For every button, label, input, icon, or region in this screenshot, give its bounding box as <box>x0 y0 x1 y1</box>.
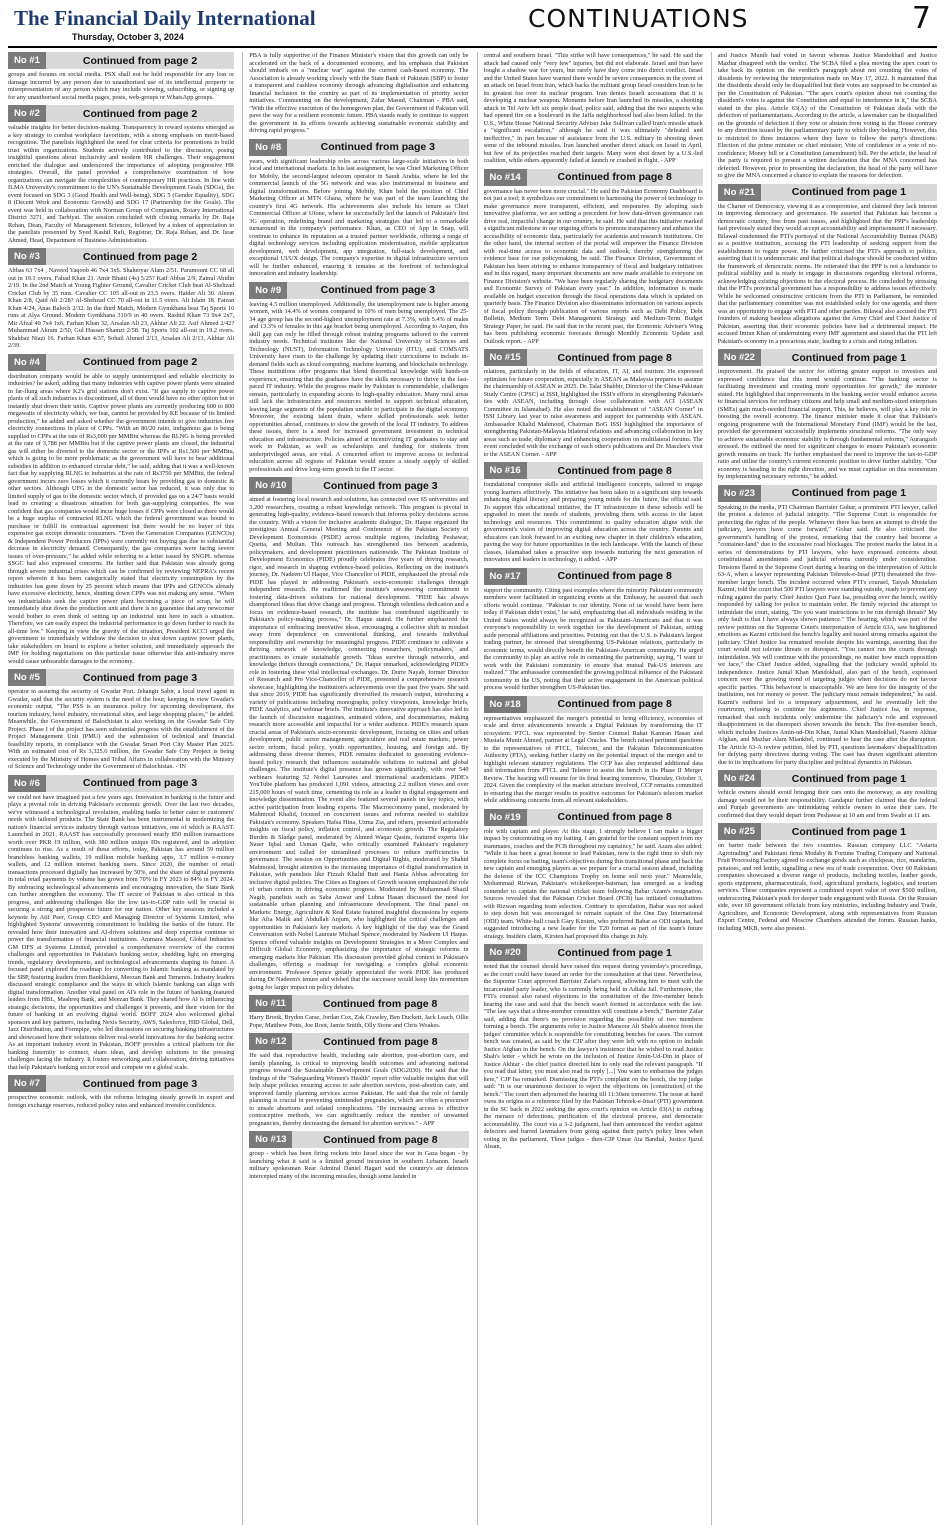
article <box>718 349 937 481</box>
article <box>8 669 234 771</box>
article-number: No #12 <box>249 1033 292 1050</box>
article-number: No #19 <box>484 809 527 826</box>
article-header <box>249 477 468 494</box>
article-body: operator in assuring the security of Gwadar Port. Jehangir Sabir, a local travel agent in Gwadar, said that the security system is the need of the hour, keeping in view Gwadar's economic output. "The PSS is an insurance policy for upcoming development, the tourism industry, hotel industry, recreational sites, and large shopping places," he added. Meanwhile, the Government of Balochistan is also working on the Gwadar Safe City Project. Phase I of the project has seen substantial progress with the establishment of the Project Management Unit (PMU) and the submission of technical and financial feasibility reports, in compliance with the Gwadar Smart Port City Master Plan 2025. With an estimated cost of Rs 3,325.6 million, the Gwadar Safe City Project is being executed by the Ministry of Homes and Tribal Affairs in collaboration with the Ministry of Science and Technology under the Government of Balochistan. - IN <box>8 688 235 770</box>
article <box>8 775 234 1072</box>
article-header <box>8 354 234 371</box>
article-number: No #11 <box>249 995 292 1012</box>
article-title[interactable]: Continued from page 8 <box>557 698 672 710</box>
article-body: central and southern Israel. "This strike will have consequences," he said. He said the attack had caused only "very few" injuries, but did not elaborate. Israel and Iran have fought a shadow war for years, but rarely have they come into direct conflict. Israel and the United States have warned there would be severe consequences in the event of an attack on Israel from Iran, which backs the militant group Israel considers Iran to be its greatest foe over its nuclear program. Iran denies Israeli accusations that it is developing a nuclear weapon. Moments before Iran launched its missiles, a shooting attack in Tel Aviv left six people dead, police said, adding that the two suspects who had opened fire on a boulevard in the Jaffa neighborhood had also been killed. In the U.S., White House National Security Adviser Jake Sullivan called Iran's missile attack a "significant escalation," although he said it was ultimately "defeated and ineffective," in part because of assistance from the U.S. military in shooting down some of the inbound missiles. Iran launched another direct attack on Israel in April, but few of its projectiles reached their targets. Many were shot down by a U.S.-led coalition, while others apparently failed at launch or crashed in flight. - APP <box>483 52 703 164</box>
article <box>484 169 703 346</box>
article-title[interactable]: Continued from page 8 <box>323 1133 438 1146</box>
page-number: 7 <box>911 1 931 36</box>
article-body: role with captain and player. At this stage, I strongly believe I can make a bigger impact by concentrating on my batting. I am grateful for the constant support from my teammates, coaches and the PCB throughout my captaincy," he said. Azam also added: "While it has been a great honour to lead Pakistan, now is the right time to shift my complete focus on batting, team's objectives during this transitional phase and back the new captain and emerging players as we prepare for a crucial season ahead, including the defense of the ICC Champions Trophy on home soil next year." Meanwhile, Mohammad Rizwan, Pakistan's wicketkeeper-batsman, has emerged as a leading contender to captain the national cricket team following Babar Azam's resignation. Sources revealed that the Pakistan Cricket Board (PCB) has initiated consultations with Rizwan regarding team selection. Contrary to speculation, Babar was not asked to step down but was encouraged to remain captain of the One Day International (ODI) team. White-ball coach Gary Kirsten, who preferred Babar as ODI captain, had suggested introducing a new leader for the T20 format as part of the team's future strategy. Insiders claim, Kirsten had proposed this change in July. <box>483 827 703 940</box>
article <box>484 809 703 941</box>
article <box>484 568 703 692</box>
article-header <box>8 105 234 122</box>
article <box>249 282 468 474</box>
article-body: foundational computer skills and artificial intelligence concepts, tailored to engage young learners effectively. The initiative has been taken in a significant step towards enhancing digital literacy and preparing young minds for the future, the official said. To support this educational initiative, the IT infrastructure in these schools will be upgraded to meet the needs of students, providing them with access to the latest technology and resources. This commitment to quality education aligns with the government's vision of improving digital education across the country. Parents and educators can look forward to an exciting new chapter in their children's education, paving the way for future opportunities in the tech landscape. With the launch of these classes, Islamabad takes a proactive step towards nurturing the next generation of innovators and leaders in technology, it added. - APP <box>483 481 703 563</box>
article-body: groups and forums on social media. PSX shall not be held responsible for any loss or damage incurred by any person due to unauthorised use of its intellectual property or misrepresentation of any person which may include viewing, subscribing, or signing up for any unauthorised social media pages, posts, web-groups or WhatsApp groups. <box>8 71 235 101</box>
article-title[interactable]: Continued from page 1 <box>791 772 907 785</box>
article-header <box>249 995 468 1012</box>
article-header <box>718 823 937 840</box>
article-title[interactable]: Continued from page 1 <box>791 186 907 198</box>
article <box>484 462 703 564</box>
article-title[interactable]: Continued from page 8 <box>323 1035 438 1048</box>
article-number: No #8 <box>249 139 287 156</box>
article-body: relations, particularly in the fields of education, IT, AI, and tourism. He expressed optimism for future cooperation, especially in ASEAN as Malaysia prepares to assume the chairmanship of ASEAN in 2025. Dr. Talat Shabbir, Director of the China-Pakistan Study Centre (CPSC) at ISSI, highlighted the ISSI's efforts in strengthening Pakistan's ties with ASEAN, including through close collaboration with ACI (ASEAN Committee in Islamabad). He also noted the establishment of "ASEAN Corner" in ISSI Library last year to raise awareness and support for partnership with ASEAN. Ambassador Khalid Mahmood, Chairman BoG ISSI highlighted the importance of strengthening Pakistan-Malaysia bilateral relations and advancing collaboration in key areas such as trade, diplomacy and enhancing cooperation on multilateral forums. The event concluded with the exchange of each other's publications and Dr. Maszlee's visit to the ASEAN Corner. - APP <box>483 368 703 458</box>
article-header <box>249 282 468 299</box>
article <box>249 139 468 278</box>
article-header <box>249 1131 468 1148</box>
article-body: prospective economic outlook, with the reforms bringing steady growth in export and foreign exchange reserves, reduced policy rates and enhanced investor confidence. <box>8 1094 235 1109</box>
article-header <box>484 568 703 585</box>
article-number: No #13 <box>249 1131 292 1148</box>
article-number: No #25 <box>718 823 761 840</box>
article-body: Harry Brook, Brydon Carse, Jordan Cox, Zak Crawley, Ben Duckett, Jack Leach, Ollie Pope, Matthew Potts, Joe Root, Jamie Smith, Olly Stone and Chris Woakes. <box>249 1014 469 1029</box>
article-header <box>8 1075 234 1092</box>
article <box>484 349 703 458</box>
article-header <box>484 349 703 366</box>
article-title[interactable]: Continued from page 1 <box>791 487 907 499</box>
article-columns <box>8 52 937 1525</box>
article-body: He said that reproductive health, including safe abortion, post-abortion care, and family planning, is critical to improving health outcomes and advancing national progress toward the Sustainable Development Goals (SDG2030). He said that the findings of the "Safeguarding Women's Health" report offer valuable insights that will help shape policies ensuring access to safe abortion services, post-abortion care, and improved family planning services across Pakistan. He said that the role of family planning is crucial in preventing unintended pregnancies, which are often a precursor to unsafe abortions and related complications. "By increasing access to effective contraceptive methods, we can significantly reduce the number of unwanted pregnancies, thereby decreasing the demand for abortion services." - APP <box>249 1052 469 1127</box>
column-2 <box>242 52 468 1525</box>
article-title[interactable]: Continued from page 8 <box>557 351 672 364</box>
article-header <box>8 775 234 792</box>
article-number: No #17 <box>484 568 527 585</box>
article-header <box>718 770 937 787</box>
article-body: vehicle owners should avoid bringing their cars onto the motorway, as any resulting damage would not be their responsibility. Gandapur further claimed that the federal and Punjab governments are intimidating vehicle owners to seize their cars. He confirmed that they would depart from Peshawar at 10 am and from Swabi at 11 am. <box>717 789 937 819</box>
article <box>484 696 703 805</box>
article-title[interactable]: Continued from page 3 <box>320 284 435 296</box>
article-title[interactable]: Continued from page 2 <box>82 356 198 368</box>
article <box>718 485 937 767</box>
publication-date: Thursday, October 3, 2024 <box>72 32 184 42</box>
article-number: No #9 <box>249 282 287 299</box>
article-body: the Charter of Democracy, viewing it as a compromise, and claimed they lack interest in improving democracy and governance. He asserted that Pakistan has become a democratic country, free from past issues, and highlighted that the PPP's leadership had previously stated they would accept accountability and imprisonment if necessary. Bilawal condemned the PTI's portrayal of the National Accountability Bureau (NAB) as a positive institution, accusing the PTI leadership of seeking support from the establishment to regain power. He further criticised the PTI's approach to politics, asserting that it is undemocratic and that political dialogue should be conducted within the framework of democratic norms. He reiterated that the PPP is not a hindrance to political stability and is ready to engage in discussions regarding electoral reforms, acknowledging existing objections to the electoral process. He concluded by stressing that the PTI's provincial government has a responsibility to address issues effectively. While he welcomed constructive criticism from the PTI in Parliament, he reminded that the parliamentary committee was not established solely for one agenda, and there was an opportunity to engage with PTI and other parties. Bilawal also accused the PTI founders of making baseless allegations against the Army Chief and Chief Justice of Pakistan, asserting that their economic policies have had a detrimental impact. He accused Imran Khan of undermining every IMF agreement and stated that the PTI left Pakistan's economy in a precarious state, leading to a crisis and rising inflation. <box>717 202 937 345</box>
article-body: PBA is fully supportive of the Finance Minister's vision that this growth can only be accelerated on the back of a documented economy, and his emphasis that Pakistan should embark on a "nuclear war" against the current cash-based economy. The Association is already working closely with the State Bank of Pakistan (SBP) to foster a transparent and cashless economy through advancing digitalisation and enhancing financial inclusion in the country as part of its implementation of priority sector initiatives. Commenting on the development, Zafar Masud, Chairman - PBA said, "With the effective execution of the homegrown plan, the Government of Pakistan will pave the way for a resilient economic future. PBA stands ready to continue to support the government in its efforts towards achieving sustainable economic stability and driving rapid progress." <box>249 52 469 134</box>
article-number: No #5 <box>8 669 46 686</box>
article-header <box>249 139 468 156</box>
article-body: distribution company would be able to supply uninterrupted and reliable electricity to industries? he asked, adding that many industries with captive power plants were situated in far-flung areas where K2's grid stations don't exist. "If gas supply to captive power plants of all such industries is discontinued, all of them would have no other option but to instantly shut down their units. Captive power plants are currently producing 600 to 800 megawatts of electricity which, we fear, cannot be provided by KE because of its limited production," he added and asked whether the government intends to give industries free electricity connections in place of CPPs. "With an 80/20 ratio, indigenous gas is being supplied to CPPs at the rate of Rs3,000 per MMBtu whereas the RLNG is being provided at the rate of 3,788 per MMBtu but if the captive power plants are closed, the industrial gas will either be diverted to the domestic sector or the IPPs at Rs1,500 per MMBtu, which is going to be more problematic as the government will have to bear additional subsidies in addition to enhanced circular debt," he said, adding that it was a well-known fact that by supplying RLNG to industries at the rate of Rs3750 per MMBtu, the federal government incurs zero losses which it currently bears by providing gas to domestic & other sectors. Although UFG in the domestic sector has reduced, it was only due to limited supply of gas to the domestic sector which, if provided gas on a 24/7 basis would lead to creating a disastrous situation for both gas-supplying companies. He was confident that gas companies would incur huge losses if CPPs were closed as there would be a huge surplus of contracted RLNG which the federal government was bound to purchase or fulfill its contractual agreement but there would be no buyer of this expensive gas except domestic consumers. "Even the Generation Companies (GENCOs) & Independent Power Producers (IPPs) were currently not buying gas due to substantial decrease in electricity demand. Consequently, the gas companies were facing severe issues of over-pressure," he added while referring to a letter issued by SNGPL whereas SSGC had also expressed concerns. He further said that Pakistan was already going through severe industrial crises which can be confirmed by reviewing NEPRA's recent report wherein it has been categorically stated that electricity consumption by the industries has gone down by 25 percent which means that IPPs and GENCOs already have excessive electricity, hence, shutting down CPPs was not making any sense. "When we industrialists seek the captive power plant becoming a piece of scrap, he will immediately shut down the production unit and there is no guarantee that any newcomer would bother to even think of setting up an industrial unit here in such a situation. Therefore, we can easily expect the industrial performance to go down further to reach its all-time low." Keeping in view the gravity of the situation, President KCCI urged the government to immediately withdraw the decision to shut down captive power plants, take stakeholders on board to explore a better solution, and immediately approach the IMF for holding negotiations on this particular issue otherwise this anti-industry move would cause unbearable damages to the economy. <box>8 372 235 665</box>
article <box>718 52 937 180</box>
article-header <box>8 669 234 686</box>
article <box>8 1075 234 1109</box>
article-title[interactable]: Continued from page 2 <box>82 107 198 120</box>
article-header <box>484 696 703 713</box>
article <box>249 1033 468 1127</box>
article-body: and Justice Munib had voted in favour whereas Justice Mandokhail and Justice Mazhar disagreed with the verdict. The SCBA filed a plea moving the apex court to take back its opinion on the verdict's paragraph about not counting the votes of dissidents by reviewing the interpretation made on May 17, 2022. It maintained that the dissidents should only be disqualified but their votes are supposed to be counted as per the Constitution of Pakistan. "The apex court's opinion about not counting the dissident's votes is against the Constitution and equal to interference in it," the SCBA stated in the plea. Article 63(A) of the Constitution of Pakistan deals with the defection of parliamentarians. According to the article, a lawmaker can be disqualified on the grounds of defection if they vote or abstain from voting in the House contrary to any direction issued by the parliamentary party to which they belong. However, this is restricted to three instances where they have to follow the party's directions: Election of the prime minister or chief minister; Vote of confidence or a vote of no-confidence; Money bill or a Constitution (amendment) bill. Per the article, the head of the party is required to present a written declaration that the MNA concerned has defected. However, prior to presenting the declaration, the head of the party will have to give the MNA concerned a chance to explain the reasons for defection. <box>717 52 937 179</box>
article <box>249 477 468 991</box>
article-body: years, with significant leadership roles across various large-scale initiatives in both local and international markets. In his last assignment, he was Chief Marketing Officer for Mobily, the second-largest telecom operator in Saudi Arabia, where he led the commercial launch of the 5G network and was also instrumental in business and digital transformations. Before joining Mobily, Khan held the position of Chief Marketing Officer at MTN Ghana, where he was part of the team launching the country's first 4G network. His achievements also include his tenure as Chief Commercial Officer at Ufone, where he successfully led the launch of Pakistan's first 3G operation, redefining brand and marketing strategies that led to a remarkable turnaround in the company's performance. Khan, as CEO of App In Snap, will continue to enhance its reputation as a trusted partner worldwide, offering a range of digital technology services including application modernisation, mobile application development, web development, app integration, full-stack development, and exceptional UI/UX design. The company's expertise in digital infrastructure services will be further enhanced, ensuring it remains at the forefront of technological innovation and industry leadership. <box>249 157 469 277</box>
article-title[interactable]: Continued from page 2 <box>82 54 198 67</box>
article-header <box>484 169 703 186</box>
article <box>8 354 234 666</box>
article-number: No #23 <box>718 485 761 502</box>
article-header <box>249 1033 468 1050</box>
article-number: No #10 <box>249 477 292 494</box>
article-number: No #21 <box>718 184 761 201</box>
article-body: representatives emphasized the merger's potential to bring efficiency, economies of scale and drive advancements towards a Digital Pakistan by transforming the IT ecosystem. PTCL was represented by Senior Counsel Rahat Kamran Hasan and Mustafa Munir Ahmed, partner at Legal Oracles. The bench raised pertinent questions to the representatives of PTCL, Telecom, and the Pakistan Telecommunication Authority (PTA), seeking further clarity on the potential impact of the merger and to highlight relevant statutory regulations. The CCP has also requested additional data and information from PTCL and Telenor to assist the bench in its Phase II Merger Review. The hearing will resume for its final hearing tomorrow, Thursday, October 3, 2024. Given the complexity of the market structure involved, CCP remains committed to ensuring that the merger results in positive outcomes for Pakistan's telecom market while addressing concerns from all relevant stakeholders. <box>483 714 703 804</box>
article-number: No #18 <box>484 696 527 713</box>
article-body: Speaking to the media, PTI Chairman Barrister Gohar, a prominent PTI lawyer, called the protest a defence of judicial integrity. "The Supreme Court is responsible for protecting the rights of the people. Whenever there has been an attempt to divide the judiciary, lawyers have come forward," Gohar said. He also criticised the government's handling of the protest, remarking that the country had become a "container-land" due to the excessive road blockages. The protest marks the latest in a series of demonstrations by PTI lawyers, who have expressed concerns about constitutional amendments and judicial reforms currently under consideration. Tensions flared in the Supreme Court during a hearing on the interpretation of Article 63-A, when a lawyer representing Pakistan Tehreek-e-Insaf (PTI) threatened the five-member larger bench. The incident occurred when PTI's counsel, Taiyab Mustafain Kazmi, told the court that 500 PTI lawyers were standing outside, ready to prevent any ruling against the party. Chief Justice Qazi Faez Isa, presiding over the bench, swiftly responded by calling for police to maintain order. He firmly rejected the attempt to intimidate the court, stating, "Do you want instructions to be run through threats? My only fault is that I have always shown patience." The hearing, which was part of the review petition on the Supreme Court's interpretation of Article 63A, saw heightened emotions as Kazmi criticised the bench's legality and issued strong remarks against the judiciary. Chief Justice Isa remained resolute despite his warnings, asserting that the court would not tolerate threats or disrespect. "You cannot run the courts through intimidation. We will continue with the proceedings, no matter how much opposition we face," the Chief Justice added, signalling that the judiciary would uphold its independence. Justice Jamal Khan Mandokhail, also part of the bench, expressed concern over the growing trend of targeting judges when decisions do not favour specific parties. "This behaviour is unacceptable. We are here for the integrity of the institution, not for money or power. The judiciary must remain independent," he said. Kazmi's outburst led to a temporary adjournment, and he eventually left the courtroom, refusing to continue his arguments. Chief Justice Isa, in response, remarked that such incidents only undermine the judiciary's role and expressed disappointment in the disrespect shown towards the bench. The five-member bench, which includes Justices Amin-ud-Din Khan, Jamal Khan Mandokhail, Naeem Akhtar Afghan, and Mazhar Alam Miankhel, continued to hear the case after the disruption. The Article 63-A review petition, filed by PTI, questions lawmakers' disqualification for defying party directives during voting. The case has drawn significant attention due to its implications for party discipline and political dynamics in Pakistan. <box>717 503 937 766</box>
article-number: No #1 <box>8 52 46 69</box>
article-header <box>718 485 937 502</box>
article <box>718 184 937 346</box>
article <box>484 944 703 1151</box>
article-number: No #22 <box>718 349 761 366</box>
masthead <box>8 0 937 48</box>
article-number: No #4 <box>8 354 46 371</box>
article-header <box>718 184 937 201</box>
article-body: improvement. He praised the sector for offering greater support to investors and expressed confidence that this trend would continue. "The banking sector is facilitating investment and creating more opportunities for growth," the minister stated. He highlighted that improvements in the banking sector would enhance access to financial services for ordinary citizens and help small and medium-sized enterprises (SMEs) gain much-needed financial support. This, he believes, will play a key role in boosting the overall economy. The finance minister made it clear that Pakistan's ongoing programme with the International Monetary Fund (IMF) would be the last, provided the government successfully implements structural reforms. "The only way to achieve sustainable economic stability is through fundamental reforms," Aurangzeb stressed. He outlined the need for significant changes to ensure Pakistan's economic growth remains on track. He further emphasised the need to improve the tax-to-GDP ratio and utilise the country's current economic position to drive further stability. "Our economy is heading in the right direction, and we must capitalise on this momentum by implementing necessary reforms," he added. <box>717 368 937 480</box>
article-body: valuable insights for better decision-making. Transparency in reward systems emerged as a key strategy to combat workplace favoritism, with a strong emphasis on merit-based recognition. The panelists highlighted the need for clear criteria for promotions to build trust within organizations. Students actively contributed to the discussion, posing insightful questions about inclusivity and modern HR challenges. Their engagement enriched the dialogue and underscored the importance of adopting progressive HR strategies. Overall, the panel provided a comprehensive examination of how organizations can navigate the complexities of contemporary HR practices. In line with ILMA University's commitment to the UN's Sustainable Development Goals (SDGs), the event focused on SDG 3 (Good Health and Well-being), SDG 5 (Gender Equality), SDG 8 (Decent Work and Economic Growth) and SDG 17 (Partnership for the Goals). The event was held in collaboration with Norman Group of Companies, Rotary International District 3271, and Tarbiyat. The session concluded with closing remarks by Dr. Raja Rehan, Dean, Faculty of Management Sciences, followed by a token of appreciation to the panelists presented by Syed Kashif Rafi, Registrar, Dr. Raja Rehan, and Dr. Israr Ahmed, Head, Department of Business Administration. <box>8 124 235 244</box>
article <box>8 248 234 350</box>
article-header <box>484 944 703 961</box>
article-body: on barter trade between the two countries. Russian company LLC "Astarta Agrotrading" and Pakistani firms Modaby & Fortune Trading Company and National Fruit Processing Factory agreed to exchange goods such as chickpeas, rice, mandarins, potatoes, and red lentils, signalling a new era of trade cooperation. Over 60 Pakistani companies showcased a diverse range of products, including textiles, leather goods, sports equipment, pharmaceuticals, food, agricultural products, logistics, and tourism services. These companies represent a combined export value of over $500 million, underscoring Pakistan's push for deeper trade engagement with Russia. On the Russian side, over 60 government officials from key ministries, including Industry and Trade, Agriculture, and Economic Development, along with representatives from Russian Export Centre, Federal and Moscow Chambers attended the forum. Russian banks, including MKB, were also present. <box>717 842 937 932</box>
column-1 <box>8 52 234 1525</box>
article-title[interactable]: Continued from page 3 <box>323 479 438 492</box>
column-3 <box>477 52 703 1525</box>
article-title[interactable]: Continued from page 8 <box>557 811 672 823</box>
article <box>8 105 234 244</box>
article-number: No #24 <box>718 770 761 787</box>
article-title[interactable]: Continued from page 8 <box>323 997 438 1010</box>
article-body: governance has never been more crucial." He said the Pakistan Economy Dashboard is not just a tool; it symbolizes our commitment to harnessing the power of technology to make governance more transparent, efficient, and responsive. By adopting such innovative platforms, we are setting a precedent for how data-driven governance can drive real, impactful change in our country, he said. He said that this initiative marked a significant milestone in our ongoing efforts to promote transparency and enhance the accessibility of economic data, particularly for academia and research institutions. On the other hand, the internal section of the portal will empower the Finance Division with real-time access to economic data and outlook, thereby strengthening the evidence base for our policymaking, he said. The Finance Division, Government of Pakistan has been striving to enhance transparency of fiscal and budgetary initiatives and in this regard, many important documents are now made available to everyone on Finance Division's website. "We have been regularly sharing the budgetary documents and Economic Survey of Pakistan every year." In addition, information is made available on budget execution through the fiscal operations data which is updated on quarterly basis. The Finance Division also disseminates information on various aspects of fiscal policy through publication of various reports such as Debt Policy, Debt Bulletin, Medium Term Debt Management Strategy and Medium-Term Budget Strategy Paper, he said. He said that in the recent past, the Economic Adviser's Wing has been publishing economic forecasts through Monthly Economic Update and Outlook report. - APP <box>483 187 703 345</box>
article-header <box>484 809 703 826</box>
article-header <box>8 248 234 265</box>
paper-name[interactable]: The Financial Daily International <box>14 6 316 30</box>
article-title[interactable]: Continued from page 8 <box>557 171 672 183</box>
article-title[interactable]: Continued from page 2 <box>82 250 198 263</box>
article-body: Abbas 63 7x4 , Naveed Yaqoob 46 7x4 3x6. Shaheryar Alam 2/51. Paramount CC 68 all out in 19.1 overs. Fahad Khan 21. Amir Bhatti (4s) 5/25? Kaif Abbas 2/9, Zainul Abidin 2/19. In the 2nd Match at Young Fighter Ground, Cavalier Cricket Club beat Al-Shehzad Cricket Club by 35 runs. Cavalier CC 105 all-out in 23.5 overs. Haider Ali 30. Aleem Khan 2/8, Qaid Ali 2/28? Al-Shehzad CC 70 all-out in 11.5 overs. Ali Islam 18. Faizan Khan 4/24, Anas Baloch 2/32. In the third Match, Modern Gymkhana beat Taj Sports 16 runs at Alya Ground. Modern Gymkhana 310/9 in 40 overs. Rashid Khan 73 9x4 2x7, Mir Afzal 49 7x4 1x6, Farhan Khan 32, Arsalan Ali 23, Akhtar Ali 22. Asif Ahmed 2/42? Muhammad Akram 2/50, Gul Hassan Shamzi 2/58. Taj Sports 102 all-out in 19.2 overs. Shahbaz Niazi 16. Farhan Khan 4/37, Sohail Ahmed 2/13, Arsalan Ali 2/13, Akhtar Ali 2/39. <box>8 267 235 349</box>
article <box>718 823 937 932</box>
article-header <box>718 349 937 366</box>
article-title[interactable]: Continued from page 8 <box>557 570 672 582</box>
article-number: No #7 <box>8 1075 46 1092</box>
article <box>249 52 468 135</box>
article-number: No #16 <box>484 462 527 479</box>
article-body: we could not have imagined just a few years ago. Innovation in banking is the future and plays a pivotal role in driving Pakistan's economic growth. Over the last two decades, we've witnessed a technological revolution, enabling banks to better cater to customers' needs with tailored products. The State Bank has been instrumental in modernizing the nation's financial services industry through various initiatives, one of which is RAAST. Launched in 2021, RAAST has successfully processed nearly 850 million transactions worth over PKR 19 trillion, with 380 million unique IDs registered, and its adoption continues to rise. As a result of these efforts, today, Pakistan has around 59 million branchless banking wallets, 19 million mobile banking apps, 3.7 million e-money wallets, and 12 million internet banking users. Since 2020, the number of retail transactions processed digitally has increased by 50%, and the share of digital payments in total retail payments by volume has grown from 70% in FY 2023 to 84% in FY 2024. By embracing technological advancements and encouraging innovation, the State Bank can further strengthen the economy. The IT sector of Pakistan is also critical in this progress, and addressing challenges like the low tax-to-GDP ratio will be crucial to securing a strong and prosperous future for our nation. Other key sessions included a keynote by Atif Peer, Group CEO and Managing Director of Systems Limited, who highlighted Systems' unwavering commitment to building the banks of the future. He revealed how their innovation and AI-driven solutions and deep expertise continue to power the transformation of financial institutions. Ammara Masood, Global Industries GM DFS at Systems Limited, provided a comprehensive overview of the current challenges and opportunities in Pakistan's banking sector, shedding light on emerging trends, regulatory developments, and technological advancements shaping its future. A focused panel explored the roadmap for converting to Islamic banking as mandated by the SBP, featuring leaders from BankIslami, Meezan Bank and Temenos. Industry leaders discussed strategic compliance and the ways in which Islamic banking can align with digital transformation. Another vital panel on AI's role in the future of banking featured leaders from HBL, Mashreq Bank, and Meezan Bank. They shared how AI is influencing strategic decisions, the opportunities and challenges it presents, and their vision for the future of banking in an evolving digital world. BOFF 2024 also welcomed global sponsors and key partners, including Nexis Security, AWS, Salesforce, HID Global, Dell, Jazz Distribution, and Formpipe, who led discussions on securing banking infrastructures and showcased how their solutions deliver real-world innovations for the banking sector. As an important industry event in Pakistan, BOFF provides a critical platform for the banking fraternity to connect, share ideas, and develop solutions to the pressing challenges facing the industry. It fosters networking and collaboration, driving initiatives that help Pakistan's banking sector excel and compete on a global scale. <box>8 793 235 1071</box>
article <box>249 995 468 1029</box>
article-title[interactable]: Continued from page 3 <box>82 671 198 684</box>
article-header <box>8 52 234 69</box>
article-number: No #15 <box>484 349 527 366</box>
article <box>249 1131 468 1180</box>
article-title[interactable]: Continued from page 8 <box>557 464 672 477</box>
article-number: No #3 <box>8 248 46 265</box>
article-title[interactable]: Continued from page 1 <box>791 351 907 364</box>
article-body: support the community. Citing past examples where the minority Pakistani community members were facilitated in organizing events at the Embassy, he assured that such efforts would continue. "Pakistan is our identity. None of us would have been here today if Pakistan didn't exist," he said, emphasizing that all individuals residing in the United States would always be recognized as Pakistani-Americans and that it was everyone's responsibility to work together for the development of Pakistan, setting aside personal affiliations and priorities. Pointing out that the U.S. is Pakistan's largest trading partner, he stressed that strengthening US-Pakistan relations, particularly in economic terms, would directly benefit the Pakistani-American community. He urged the community to play an active role in cementing the partnership, saying, "I want to work with the Pakistani community to ensure that mutual Pak-US interests are realized." The ambassador commended the growing political influence of the Pakistani community in the US, noting that their active engagement in the American political process would further strengthen US-Pakistan ties. <box>483 586 703 691</box>
article-body: noted that the counsel should have raised this request during yesterday's proceedings, as the court could have issued an order for the consultation at that time. Nevertheless, the Supreme Court approved Barrister Zafar's request, allowing him to meet with the incarcerated party leader, who is currently being held in Adiala Jail. Furthermore, the PTI's counsel also raised objections to the constitution of the five-member bench hearing the case and said that the bench wasn't formed in accordance with the law. "The law says that a three-member committee will constitute a bench," Barrister Zafar said, adding that there's no provision regarding the possibility of two members forming a bench. The arguments refer to Justice Mansoor Ali Shah's absence from the judges' committee which is responsible for constituting benches for cases. The current bench was created, as said by the CJP after they were left with no option to include Justice Afghan in the bench. On the lawyer's insistence that he wished to read Justice Shah's letter - which he wrote on the inclusion of Justice Amin-Ud-Din in place of Justice Akhtar - the chief justice directed him to only read the relevant paragraph. "If you read that letter, you must also read its reply [...] You want to embarrass the judges here," CJP Isa remarked. Dismissing the PTI's complaint on the bench, the top judge said: "It is our unanimous decision to reject the objections on [constitution] of the bench." The court then adjourned the hearing till 11:30am tomorrow. The issue at hand owes its origins to a reference filed by the Pakistan Tehreek-e-Insaf (PTI) government in the SC back in 2022 seeking the apex court's opinion on Article 63(A) to curbing the menace of defections, purification of the electoral process, and democratic accountability. The court via a 3-2 judgment, had then announced the verdict against defectors and barred lawmakers from going against their party's policy lines when voting in the parliament. Three judges - then-CJP Umar Ata Bandial, Justice Ijazul Ahsan, <box>483 963 703 1150</box>
article-header <box>484 462 703 479</box>
article-number: No #2 <box>8 105 46 122</box>
article-title[interactable]: Continued from page 3 <box>320 141 435 153</box>
article <box>484 52 703 165</box>
article-body: leaving 4.5 million unemployed. Additionally, the unemployment rate is higher among women, with 14.4% of women compared to 10% of men being unemployed. The 25-34 age group has the second-highest unemployment rate at 7.3%, with 5.4% of males and 13.3% of females in this age bracket being unemployed. According to Anjum, this skill gap can only be filled through robust training programs tailored to the current industry needs. Technical institutes like the National University of Sciences and Technology (NUST), Information Technology University (ITU), and COMSATS University have risen to the challenge by updating their curriculums to include in-demand fields such as cloud computing, machine learning, and blockchain technology. These institutions offer programs that blend theoretical knowledge with hands-on experience, ensuring that the graduates have the skills necessary to thrive in the fast-paced IT industry. While the progress made by Pakistan is commendable, challenges remain, particularly in expanding access to high-quality education. Many rural areas still lack the infrastructure and resources needed to support technical education, leaving large segments of the population unable to participate in the digital economy. Moreover, the existing talent drain, where skilled professionals seek better opportunities abroad, continues to slow the growth of the local IT industry. To address these issues, there is a need for increased government investment in technical education and infrastructure. Policies aimed at incentivizing IT graduates to stay and work in Pakistan, as well as scholarships and funding for students from underprivileged areas, are vital. A concerted effort to improve access to technical education across all regions of Pakistan would ensure a steady supply of skilled professionals and drive long-term growth in the IT sector. <box>249 300 469 473</box>
article-title[interactable]: Continued from page 1 <box>791 825 907 838</box>
article-number: No #20 <box>484 944 527 961</box>
article-body: aimed at fostering local research and solutions, has connected over 65 universities and 3,200 researchers, creating a robust knowledge network. This program is pivotal in generating high-quality, evidence-based research that informs policy decisions across the country. With a vision for inclusive academic dialogue, Dr. Haque organized the prestigious Annual General Meeting and Conference of the Pakistan Society of Development Economists (PSDE) across multiple regions, including Peshawar, Quetta, and Multan. This outreach has strengthened ties between academia, policymakers, and development practitioners nationwide. The Pakistan Institute of Development Economics (PIDE) proudly celebrates five years of driving research, rigor, and research in shaping evidence-based policies. Reflecting on the institute's journey, Dr. Nadeem Ul Haque, Vice Chancellor of PIDE, emphasized the pivotal role PIDE has played in addressing Pakistan's socio-economic challenges through independent research. He reaffirmed the institute's unwavering commitment to fostering data-driven solutions for national development. "PIDE has always championed ideas that drive change and progress. Through relentless dedication and a focus on evidence-based research, the institute has contributed significantly to Pakistan's policy-making process," Dr. Haque stated. He further emphasized the importance of embracing innovative ideas, encouraging a collective shift in mindset away from dependence on conventional thinking, and towards individual responsibility and ownership for meaningful progress. PIDE continues to cultivate a thriving network of knowledge, connecting researchers, policymakers, and practitioners to create sustainable growth. "Ideas survive through networks, and knowledge thrives through connections," Dr. Haque remarked, acknowledging PIDE's role in fostering these vital intellectual exchanges. Dr. Durre Nayab, former Director of Research and Pro Vice-Chancellor of PIDE, presented a comprehensive research showcase, highlighting the institution's achievements over the past five years. She said that since 2019, PIDE has significantly diversified its research output, introducing a variety of publications including monographs, policy viewpoints, knowledge briefs, PIDE Analytics, and webinar briefs. The institute's innovative approach has also led to the launch of discussion magazines, animated videos, and documentaries, making research more accessible and impactful for a wider audience. PIDE's research spans crucial areas of Pakistan's socio-economic development, focusing on cities and urban development, public sector management, agriculture and real estate markets, power sector reform, fiscal policy, youth opportunities, housing, and foreign aid. By addressing these diverse themes, PIDE remains dedicated to generating evidence-based policy research that influences sustainable solutions to national and global challenges. The institute's digital presence has grown significantly, with over 540 webinars featuring 52 Nobel Laureates and international academicians. PIDE's YouTube platform has produced 1,091 videos, attracting 2.2 million views and over 215,000 hours of watch time, cementing its role as a leader in digital engagement and knowledge dissemination. The event also featured several panels on key topics, with active participation from leading experts. The Macroeconomy panel, moderated by Mahmood Khalid, focused on concurrent issues and reforms needed to stabilize Pakistan's economy. Speakers Hafsa Hina, Uzma Zia, and others, presented actionable insights on fiscal policy, inflation control, and economic growth. The Regulatory Burden & Sludge panel, moderated by Ahmed Waqar Qasim, featured experts like Naser Iqbal and Usman Qadir, who critically examined Pakistan's regulatory environment and called for streamlined processes to reduce inefficiencies in governance. The session on Opportunities and Digital Rights, moderated by Shahid Mahmood, brought attention to the increasing importance of digital transformation in Pakistan, with panelists like Fizzah Khalid Butt and Hania Abbas advocating for inclusive digital policies. The Cities as Engines of Growth session emphasized the role of urban centers in driving economic progress. Moderated by Muhammad Shazil Nagib, panelists such as Saba Anwar and Lubna Hasan discussed the need for sustainable urban planning and infrastructure development. The final panel on Markets: Energy, Agriculture & Real Estate featured insightful discussions by experts like Afia Malik and Abdullah Anjum, who highlighted the critical challenges and opportunities in Pakistan's key markets. A key highlight of the day was the Grand Conversation with Nobel Laureate Michael Spence, moderated by Nadeem Ul Haque. Spence offered valuable insights on Development Strategies in a More Complex and Difficult Global Economy, emphasizing the importance of strategic reforms in emerging markets like Pakistan. His discussion provided global context to Pakistan's challenges, offering a roadmap for navigating a complex global economic environment. Professor Spence greatly appreciated the work PIDE has produced during Dr Nadeem's tenure and wished that the successor would keep this momentum going for larger impact on policy debates. <box>249 496 469 991</box>
article-title[interactable]: Continued from page 3 <box>82 1077 198 1090</box>
article <box>718 770 937 819</box>
column-4 <box>711 52 937 1525</box>
article <box>8 52 234 101</box>
article-number: No #6 <box>8 775 46 792</box>
article-number: No #14 <box>484 169 527 186</box>
article-body: group - which has been firing rockets into Israel since the war in Gaza began - by launching what it said is a limited ground incursion in southern Lebanon. Israeli military spokesman Rear Admiral Daniel Hagari said the country's air defences intercepted many of the incoming missiles, though some landed in <box>249 1150 469 1180</box>
article-title[interactable]: Continued from page 1 <box>557 946 672 959</box>
section-title: CONTINUATIONS <box>528 4 749 33</box>
article-title[interactable]: Continued from page 3 <box>82 777 198 789</box>
